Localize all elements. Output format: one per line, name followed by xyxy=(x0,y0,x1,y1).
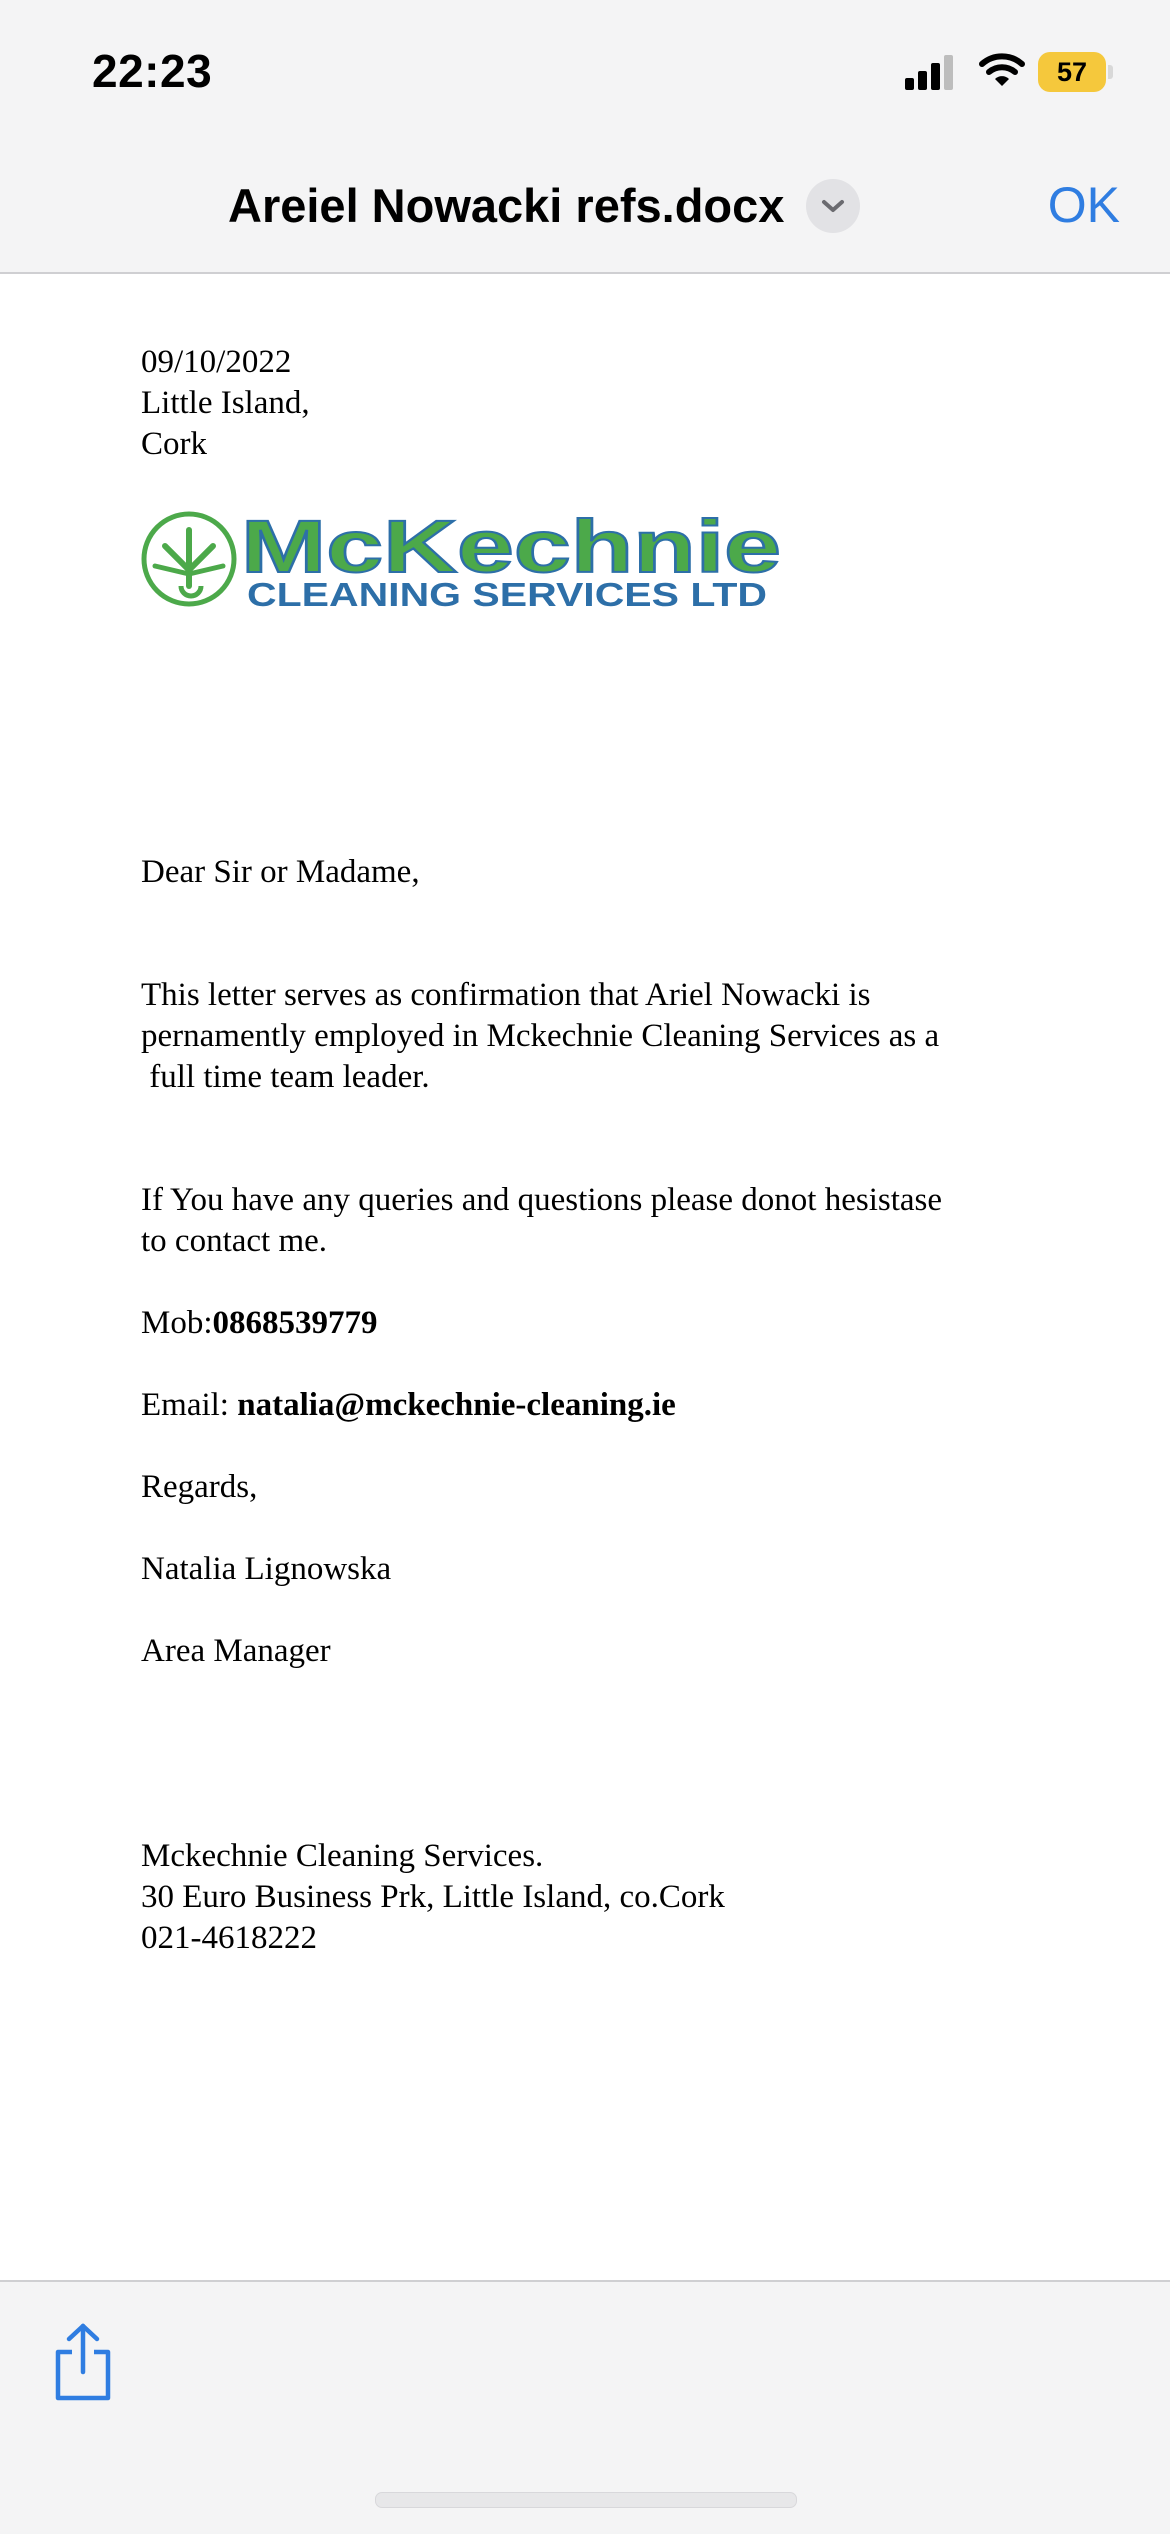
letter-signer-title: Area Manager xyxy=(141,1633,331,1669)
title-menu-button[interactable] xyxy=(806,179,860,233)
status-time: 22:23 xyxy=(92,45,213,97)
battery-level: 57 xyxy=(1038,52,1106,92)
chevron-down-icon xyxy=(820,197,846,215)
letter-address-line1: Little Island, xyxy=(141,385,310,421)
letter-email xyxy=(141,1385,676,1426)
letter-address-line2: Cork xyxy=(141,426,207,462)
status-bar xyxy=(0,0,1170,150)
signal-icon xyxy=(905,54,959,90)
mobile-number[interactable]: 0868539779 xyxy=(212,1305,378,1341)
letter-queries-line2: to contact me. xyxy=(141,1223,328,1259)
letter-date: 09/10/2022 xyxy=(141,344,292,380)
letter-body-line1: This letter serves as confirmation that Ariel Nowacki is xyxy=(141,977,871,1013)
document-page[interactable] xyxy=(0,274,1170,2280)
share-icon[interactable] xyxy=(50,2322,116,2402)
letter-queries-line1: If You have any queries and questions please donot hesistase xyxy=(141,1182,943,1218)
battery-tip xyxy=(1108,65,1113,79)
logo-tagline: CLEANING SERVICES LTD xyxy=(247,576,767,613)
letter-body-line3: full time team leader. xyxy=(141,1059,430,1095)
letter-footer-phone: 021-4618222 xyxy=(141,1920,317,1956)
email-address[interactable]: natalia@mckechnie-cleaning.ie xyxy=(237,1387,676,1423)
document-title-menu[interactable] xyxy=(228,178,860,233)
letter-mobile xyxy=(141,1303,378,1344)
letter-footer-address: 30 Euro Business Prk, Little Island, co.Cork xyxy=(141,1879,725,1915)
nav-bar xyxy=(0,150,1170,274)
letter-regards: Regards, xyxy=(141,1469,258,1505)
battery-icon xyxy=(1038,52,1110,92)
logo-company-name: McKechnie xyxy=(241,506,781,588)
home-indicator xyxy=(375,2492,797,2508)
email-label: Email: xyxy=(141,1387,238,1423)
letter-footer-company: Mckechnie Cleaning Services. xyxy=(141,1838,544,1874)
company-logo xyxy=(141,506,791,616)
letter-greeting: Dear Sir or Madame, xyxy=(141,854,420,890)
leaf-emblem-icon xyxy=(144,514,234,604)
wifi-icon xyxy=(978,50,1026,90)
letter-signer-name: Natalia Lignowska xyxy=(141,1551,392,1587)
letter-body-line2: pernamently employed in Mckechnie Cleaning Services as a xyxy=(141,1018,940,1054)
document-title[interactable]: Areiel Nowacki refs.docx xyxy=(228,179,785,232)
ok-button[interactable]: OK xyxy=(1047,177,1120,233)
bottom-toolbar xyxy=(0,2280,1170,2534)
mobile-label: Mob: xyxy=(141,1305,213,1341)
